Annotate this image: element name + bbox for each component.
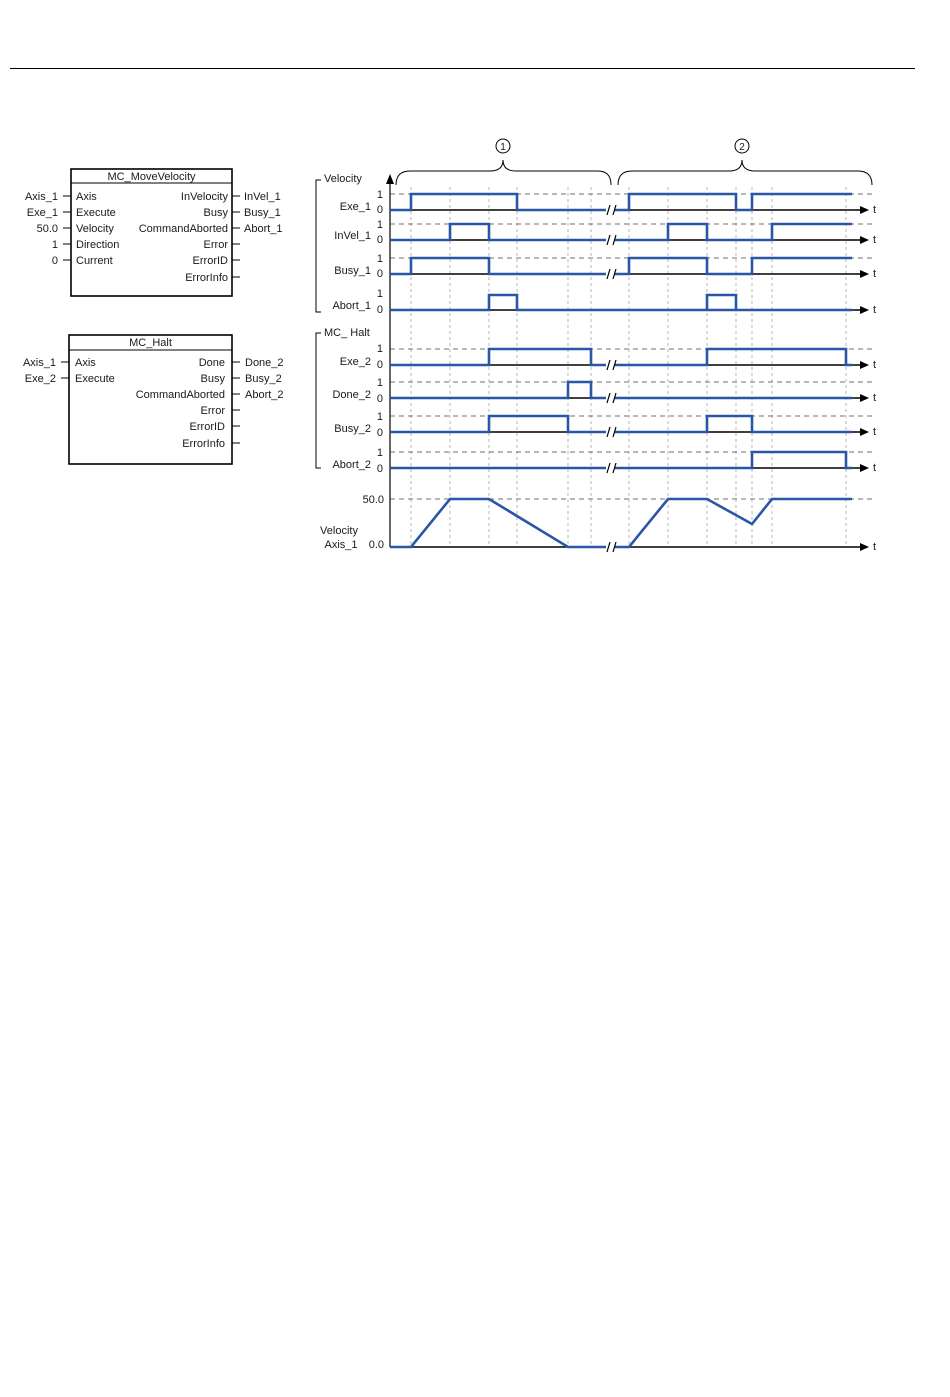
fb1-out-ext-invel: InVel_1 [244,191,281,203]
level-high-exe-2: 1 [376,343,383,355]
time-axis-t-abort-2: t [873,462,877,474]
fb1-out-pin-errorinfo: ErrorInfo [185,272,228,284]
row-done-2 [332,377,876,405]
fb2-in-ext-execute: Exe_2 [24,373,56,385]
fb1-in-pin-direction: Direction [76,239,120,251]
phase-brace-2 [618,160,872,185]
fb2-out-pin-done: Done [198,357,225,369]
group-bracket-halt [316,333,321,468]
level-low-abort-2: 0 [376,463,383,475]
level-high-invel-1: 1 [376,219,383,231]
waveform-done-2 [390,382,607,398]
waveform-exe-1 [390,194,607,210]
fb2-in-ext-axis: Axis_1 [22,357,56,369]
level-low-exe-1: 0 [376,204,383,216]
level-high-busy-2: 1 [376,411,383,423]
level-low-busy-1: 0 [376,268,383,280]
velocity-level-low: 0.0 [368,539,384,551]
level-low-abort-1: 0 [376,304,383,316]
group-bracket-velocity [316,180,321,312]
phase-label-2: 2 [739,142,745,153]
fb1-out-pin-invelocity: InVelocity [180,191,228,203]
velocity-label-line2: Axis_1 [324,539,358,551]
row-velocity [320,494,876,553]
signal-label-busy-1: Busy_1 [334,265,371,277]
time-axis-t-abort-1: t [873,304,877,316]
fb2-out-pin-error: Error [200,405,225,417]
signal-label-abort-2: Abort_2 [332,459,371,471]
fb2-out-pin-errorid: ErrorID [189,421,225,433]
fb2-out-ext-abort: Abort_2 [245,389,284,401]
level-high-abort-1: 1 [376,288,383,300]
time-axis-t-velocity: t [873,541,877,553]
fb2-out-pin-commandaborted: CommandAborted [135,389,225,401]
level-low-exe-2: 0 [376,359,383,371]
signal-label-busy-2: Busy_2 [334,423,371,435]
waveform-busy-1 [390,258,607,274]
signal-label-exe-1: Exe_1 [339,201,371,213]
level-high-busy-1: 1 [376,253,383,265]
waveform-busy-2 [390,416,607,432]
fb1-in-ext-velocity: 50.0 [36,223,58,235]
signal-label-done-2: Done_2 [332,389,371,401]
row-abort-1 [332,288,876,316]
fb1-in-ext-execute: Exe_1 [26,207,58,219]
waveform-exe-2 [390,349,607,365]
timing-chart [316,139,876,553]
time-axis-t-done-2: t [873,392,877,404]
time-axis-t-exe-2: t [873,359,877,371]
fb1-out-ext-abort: Abort_1 [244,223,283,235]
level-high-abort-2: 1 [376,447,383,459]
time-axis-t-invel-1: t [873,234,877,246]
fb1-in-pin-execute: Execute [76,207,116,219]
waveform-invel-1 [390,224,607,240]
velocity-label-line1: Velocity [320,525,358,537]
fb-move-velocity-title: MC_MoveVelocity [107,171,196,183]
fb1-in-ext-axis: Axis_1 [24,191,58,203]
fb1-out-pin-commandaborted: CommandAborted [138,223,228,235]
fb2-in-pin-axis: Axis [75,357,96,369]
fb1-in-ext-current: 0 [51,255,58,267]
velocity-level-high: 50.0 [362,494,384,506]
fb-halt-title: MC_Halt [129,337,172,349]
fb1-in-pin-current: Current [76,255,113,267]
fb-move-velocity [25,169,283,296]
fb2-in-pin-execute: Execute [75,373,115,385]
fb1-in-ext-direction: 1 [51,239,58,251]
row-invel-1 [334,219,876,246]
signal-label-invel-1: InVel_1 [334,230,371,242]
fb1-out-pin-errorid: ErrorID [192,255,228,267]
fb2-out-pin-errorinfo: ErrorInfo [182,438,225,450]
waveform-velocity [390,499,607,547]
fb-halt [23,335,284,464]
time-axis-t-exe-1: t [873,204,877,216]
fb2-out-pin-busy: Busy [200,373,225,385]
level-low-invel-1: 0 [376,234,383,246]
fb1-out-pin-error: Error [203,239,228,251]
level-high-exe-1: 1 [376,189,383,201]
waveform-abort-1 [390,295,852,310]
time-axis-t-busy-1: t [873,268,877,280]
time-break-markers [606,204,616,553]
signal-label-exe-2: Exe_2 [339,356,371,368]
signal-label-abort-1: Abort_1 [332,300,371,312]
phase-brace-1 [396,160,611,185]
group-label-halt: MC_ Halt [324,327,370,339]
row-busy-2 [334,411,876,439]
fb1-out-pin-busy: Busy [203,207,228,219]
fb1-out-ext-busy: Busy_1 [244,207,281,219]
level-low-done-2: 0 [376,393,383,405]
row-busy-1 [334,253,876,280]
time-axis-t-busy-2: t [873,426,877,438]
fb2-out-ext-done: Done_2 [245,357,284,369]
level-high-done-2: 1 [376,377,383,389]
fb2-out-ext-busy: Busy_2 [245,373,282,385]
phase-label-1: 1 [500,142,506,153]
fb1-in-pin-axis: Axis [76,191,97,203]
level-low-busy-2: 0 [376,427,383,439]
vertical-axis-arrow [386,174,394,184]
group-label-velocity: Velocity [324,173,362,185]
row-abort-2 [332,447,876,475]
fb1-in-pin-velocity: Velocity [76,223,114,235]
